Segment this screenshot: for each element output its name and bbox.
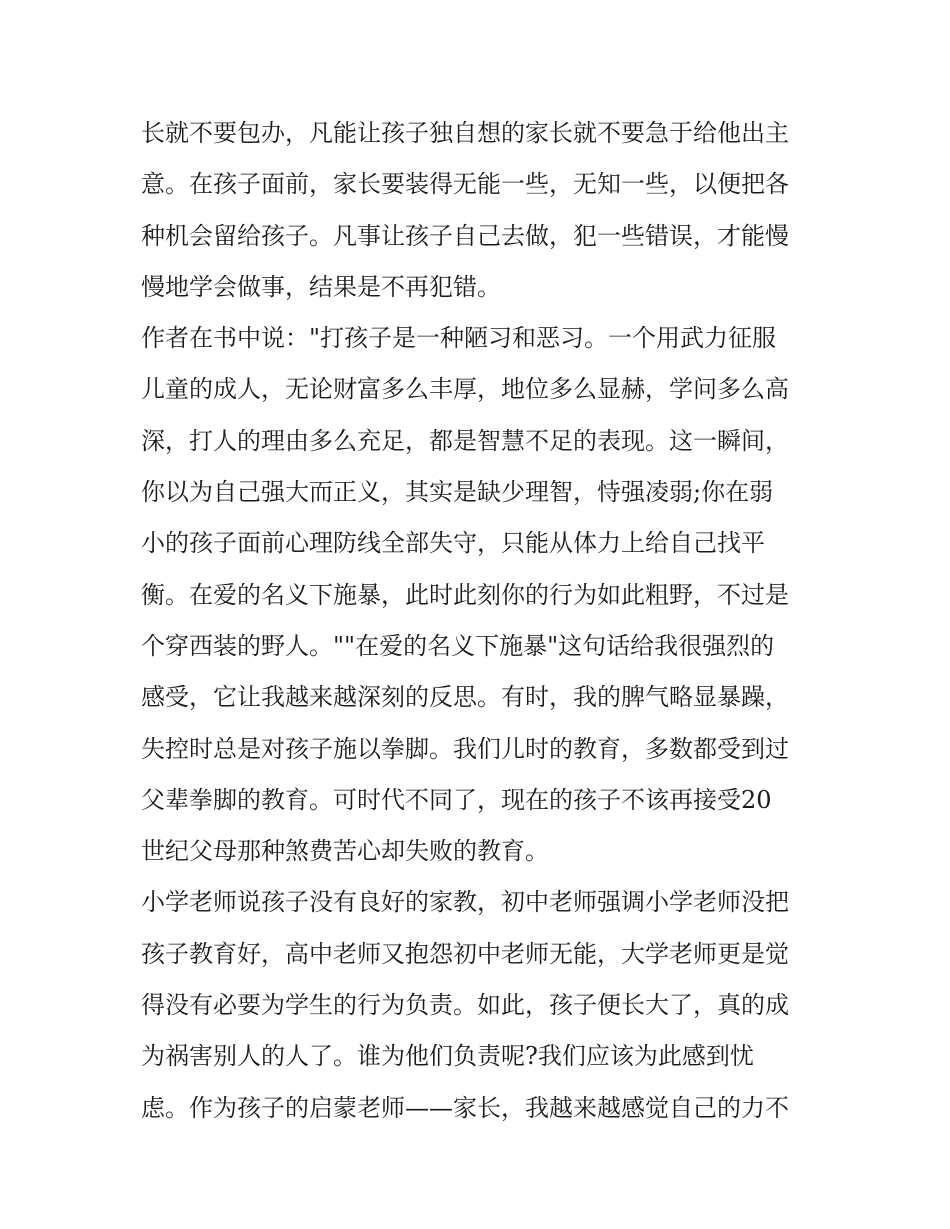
text-line: 父辈拳脚的教育。可时代不同了，现在的孩子不该再接受20 xyxy=(141,785,772,814)
text-line: 虑。作为孩子的启蒙老师——家长，我越来越感觉自己的力不 xyxy=(141,1093,789,1122)
text-line: 为祸害别人的人了。谁为他们负责呢?我们应该为此感到忧 xyxy=(141,1042,754,1071)
text-line: 失控时总是对孩子施以拳脚。我们儿时的教育，多数都受到过 xyxy=(141,734,789,763)
text-line: 儿童的成人，无论财富多么丰厚，地位多么显赫，学问多么高 xyxy=(141,375,789,404)
text-line: 意。在孩子面前，家长要装得无能一些，无知一些，以便把各 xyxy=(141,170,789,199)
text-line: 衡。在爱的名义下施暴，此时此刻你的行为如此粗野，不过是 xyxy=(141,580,789,609)
text-line: 种机会留给孩子。凡事让孩子自己去做，犯一些错误，才能慢 xyxy=(141,221,789,250)
text-line: 深，打人的理由多么充足，都是智慧不足的表现。这一瞬间， xyxy=(141,426,789,455)
text-line: 小学老师说孩子没有良好的家教，初中老师强调小学老师没把 xyxy=(141,888,789,917)
text-line: 得没有必要为学生的行为负责。如此，孩子便长大了，真的成 xyxy=(141,991,789,1020)
text-line: 世纪父母那种煞费苦心却失败的教育。 xyxy=(141,837,549,866)
text-line: 慢地学会做事，结果是不再犯错。 xyxy=(141,272,501,301)
text-line: 作者在书中说："打孩子是一种陋习和恶习。一个用武力征服 xyxy=(141,324,777,353)
text-line: 你以为自己强大而正义，其实是缺少理智，恃强凌弱;你在弱 xyxy=(141,478,774,507)
text-line: 孩子教育好，高中老师又抱怨初中老师无能，大学老师更是觉 xyxy=(141,939,789,968)
text-line: 个穿西装的野人。""在爱的名义下施暴"这句话给我很强烈的 xyxy=(141,631,775,660)
text-line: 感受，它让我越来越深刻的反思。有时，我的脾气略显暴躁， xyxy=(141,683,789,712)
body-text xyxy=(141,108,821,1134)
text-line: 长就不要包办，凡能让孩子独自想的家长就不要急于给他出主 xyxy=(141,119,789,147)
text-line: 小的孩子面前心理防线全部失守，只能从体力上给自己找平 xyxy=(141,529,765,558)
